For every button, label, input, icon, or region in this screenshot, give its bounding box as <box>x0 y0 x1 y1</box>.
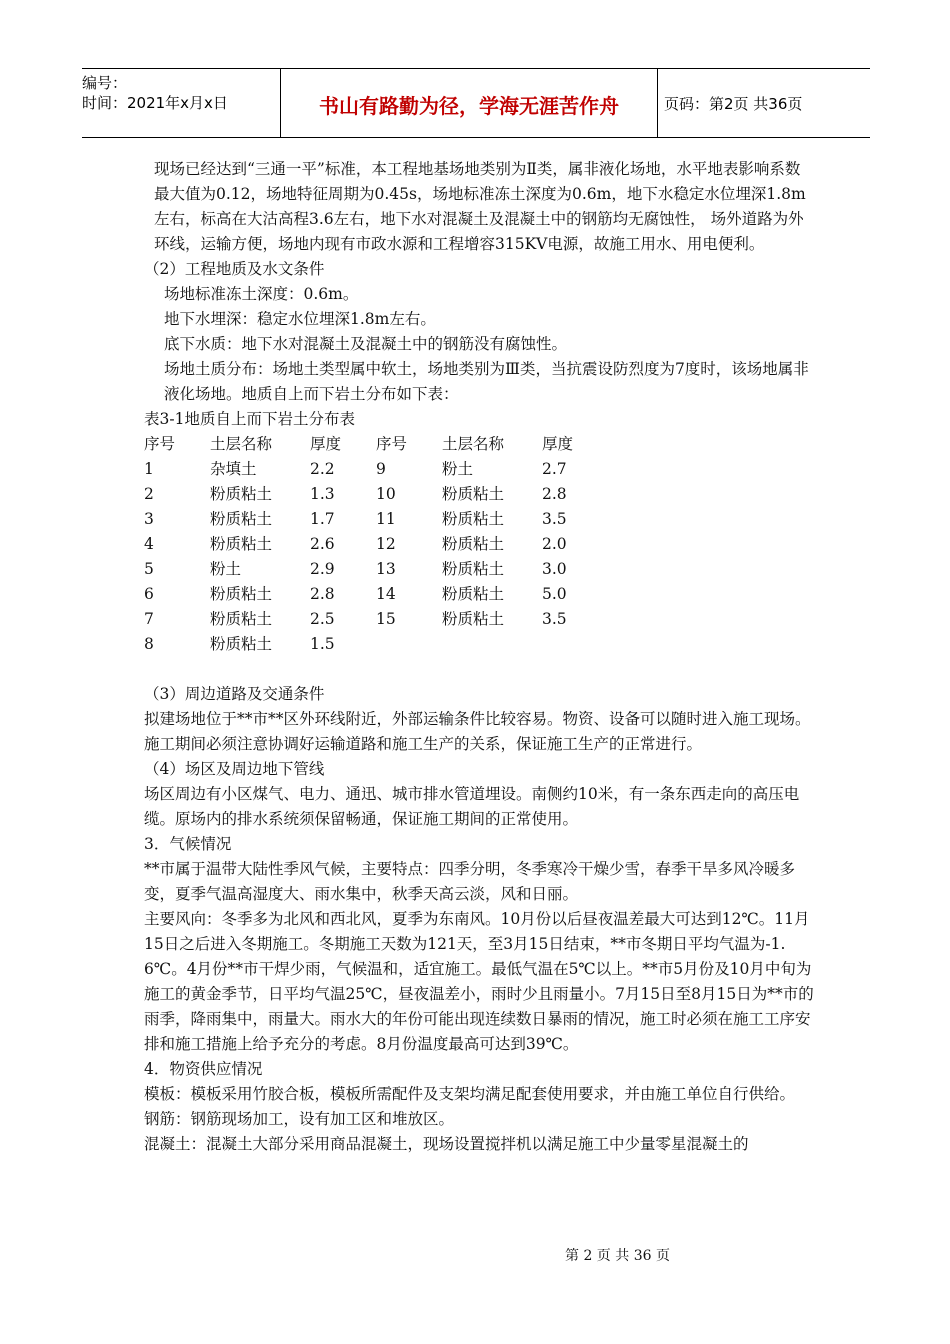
section-heading-pipelines: （4）场区及周边地下管线 <box>144 760 325 778</box>
concrete-paragraph: 混凝土：混凝土大部分采用商品混凝土，现场设置搅拌机以满足施工中少量零星混凝土的 <box>144 1135 749 1153</box>
section-heading-supply: 4．物资供应情况 <box>144 1060 263 1078</box>
table-cell: 粉质粘土 <box>442 585 505 603</box>
soil-table <box>144 432 602 657</box>
table-cell: 粉土 <box>210 560 242 578</box>
table-cell: 粉质粘土 <box>442 485 505 503</box>
header-cell: 土层名称 <box>442 435 505 453</box>
frost-depth-line: 场地标准冻土深度：0.6m。 <box>164 285 359 303</box>
table-cell: 2.8 <box>310 585 335 603</box>
rebar-paragraph: 钢筋：钢筋现场加工，设有加工区和堆放区。 <box>144 1110 455 1128</box>
table-row <box>144 607 602 632</box>
header-left-cell <box>82 69 281 137</box>
table-cell <box>376 632 442 657</box>
header-motto: 书山有路勤为径，学海无涯苦作舟 <box>281 69 658 137</box>
header-cell: 厚度 <box>310 435 342 453</box>
blank-line <box>144 657 814 682</box>
header-page-label: 页码：第2页 共36页 <box>664 94 803 113</box>
header-cell: 序号 <box>144 435 176 453</box>
table-cell: 2.8 <box>542 485 567 503</box>
climate-paragraph-2: 主要风向：冬季多为北风和西北风，夏季为东南风。10月份以后昼夜温差最大可达到12℃。11月15日之后进入冬期施工。冬期施工天数为121天，至3月15日结束，**市冬期日平均气温为-1.6℃。4月份**市干焊少雨，气候温和，适宜施工。最低气温在5℃以上。**市5月份及10月中旬为施工的黄金季节，日平均气温25℃，昼夜温差小，雨时少且雨量小。7月15日至8月15日为**市的雨季，降雨集中，雨量大。雨水大的年份可能出现连续数日暴雨的情况，施工时必须在施工工序安排和施工措施上给予充分的考虑。8月份温度最高可达到39℃。 <box>144 910 814 1053</box>
header-cell: 土层名称 <box>210 435 273 453</box>
table-row <box>144 632 602 657</box>
table-cell: 6 <box>144 585 154 603</box>
table-cell: 1.7 <box>310 510 335 528</box>
table-cell: 13 <box>376 560 396 578</box>
pipelines-paragraph: 场区周边有小区煤气、电力、通迅、城市排水管道埋设。南侧约10米，有一条东西走向的高压电缆。原场内的排水系统须保留畅通，保证施工期间的正常使用。 <box>144 785 800 828</box>
table-cell: 3.5 <box>542 510 567 528</box>
table-title: 表3-1地质自上而下岩土分布表 <box>144 410 355 428</box>
site-conditions-paragraph: 现场已经达到“三通一平”标准，本工程地基场地类别为Ⅱ类，属非液化场地，水平地表影响系数最大值为0.12，场地特征周期为0.45s，场地标准冻土深度为0.6m，地下水稳定水位埋深1.8m左右，标高在大沽高程3.6左右，地下水对混凝土及混凝土中的钢筋均无腐蚀性， 场外道路为外环线，运输方便，场地内现有市政水源和工程增容315KV电源，故施工用水、用电便利。 <box>154 160 806 253</box>
table-cell: 粉质粘土 <box>442 535 505 553</box>
table-cell: 12 <box>376 535 396 553</box>
table-cell: 3 <box>144 510 154 528</box>
table-cell: 2.5 <box>310 610 335 628</box>
table-cell: 3.0 <box>542 560 567 578</box>
table-cell: 2.9 <box>310 560 335 578</box>
table-cell: 11 <box>376 510 396 528</box>
table-cell: 粉质粘土 <box>210 635 273 653</box>
table-cell <box>542 632 602 657</box>
table-cell: 14 <box>376 585 396 603</box>
table-cell: 粉质粘土 <box>442 610 505 628</box>
table-cell: 4 <box>144 535 154 553</box>
water-quality-line: 底下水质：地下水对混凝土及混凝土中的钢筋没有腐蚀性。 <box>164 335 568 353</box>
soil-distribution-paragraph: 场地土质分布：场地土类型属中软土，场地类别为Ⅲ类，当抗震设防烈度为7度时，该场地属非液化场地。地质自上而下岩土分布如下表： <box>164 360 809 403</box>
section-heading-geology: （2）工程地质及水文条件 <box>144 260 325 278</box>
table-row <box>144 457 602 482</box>
table-cell: 8 <box>144 635 154 653</box>
table-row <box>144 582 602 607</box>
table-cell <box>442 632 542 657</box>
table-row <box>144 557 602 582</box>
table-cell: 粉质粘土 <box>210 535 273 553</box>
table-cell: 粉质粘土 <box>210 485 273 503</box>
formwork-paragraph: 模板：模板采用竹胶合板，模板所需配件及支架均满足配套使用要求，并由施工单位自行供给。 <box>144 1085 796 1103</box>
header-time-label: 时间：2021年x月x日 <box>82 94 228 112</box>
document-body <box>144 157 814 1157</box>
roads-paragraph: 拟建场地位于**市**区外环线附近，外部运输条件比较容易。物资、设备可以随时进入施工现场。施工期间必须注意协调好运输道路和施工生产的关系，保证施工生产的正常进行。 <box>144 710 811 753</box>
page-footer: 第 2 页 共 36 页 <box>565 1248 670 1264</box>
table-row <box>144 532 602 557</box>
table-cell: 2.0 <box>542 535 567 553</box>
header-number-label: 编号： <box>82 74 128 92</box>
table-cell: 5.0 <box>542 585 567 603</box>
table-row <box>144 507 602 532</box>
table-cell: 5 <box>144 560 154 578</box>
soil-table-header <box>144 432 602 457</box>
table-cell: 7 <box>144 610 154 628</box>
section-heading-climate: 3．气候情况 <box>144 835 232 853</box>
table-cell: 粉质粘土 <box>210 585 273 603</box>
table-cell: 15 <box>376 610 396 628</box>
table-cell: 粉质粘土 <box>442 510 505 528</box>
table-cell: 2 <box>144 485 154 503</box>
table-cell: 粉质粘土 <box>210 510 273 528</box>
table-cell: 3.5 <box>542 610 567 628</box>
table-cell: 杂填土 <box>210 460 257 478</box>
table-cell: 粉土 <box>442 460 474 478</box>
table-cell: 2.7 <box>542 460 567 478</box>
climate-paragraph-1: **市属于温带大陆性季风气候，主要特点：四季分明，冬季寒冷干燥少雪，春季干旱多风冷暖多变，夏季气温高湿度大、雨水集中，秋季天高云淡，风和日丽。 <box>144 860 796 903</box>
table-cell: 粉质粘土 <box>210 610 273 628</box>
table-cell: 1.3 <box>310 485 335 503</box>
header-cell: 厚度 <box>542 435 574 453</box>
table-cell: 10 <box>376 485 396 503</box>
section-heading-roads: （3）周边道路及交通条件 <box>144 685 325 703</box>
table-cell: 1 <box>144 460 154 478</box>
table-cell: 1.5 <box>310 635 335 653</box>
page-header <box>82 68 870 138</box>
table-cell: 粉质粘土 <box>442 560 505 578</box>
groundwater-line: 地下水埋深：稳定水位埋深1.8m左右。 <box>164 310 436 328</box>
table-row <box>144 482 602 507</box>
table-cell: 2.6 <box>310 535 335 553</box>
table-cell: 9 <box>376 460 386 478</box>
table-cell: 2.2 <box>310 460 335 478</box>
header-cell: 序号 <box>376 435 408 453</box>
